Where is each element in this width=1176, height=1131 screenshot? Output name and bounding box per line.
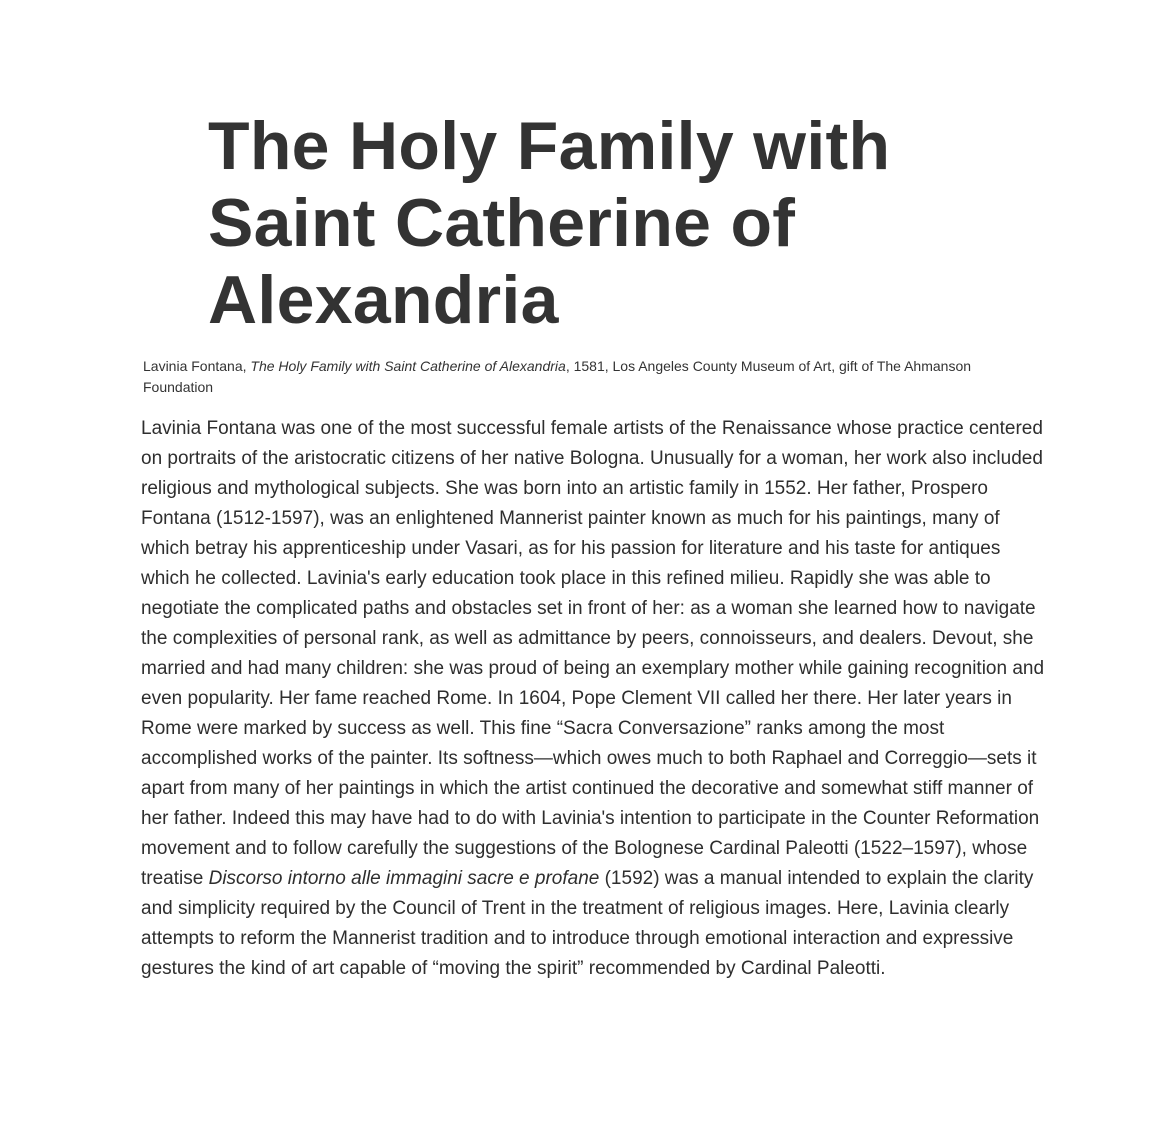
body-text-part-2: (1592) was a manual intended to explain the clarity and simplicity required by the Council of Trent in the treatment of religious images. Here, Lavinia clearly attempts to reform the Mannerist tradition and to introduce through emotional interaction and expressive gestures the kind of art capable of “moving the spirit” recommended by Cardinal Paleotti. xyxy=(141,868,1034,979)
article-body xyxy=(141,414,1047,984)
page-title: The Holy Family with Saint Catherine of Alexandria xyxy=(208,108,891,338)
caption-artist: Lavinia Fontana, xyxy=(143,358,251,374)
treatise-title: Discorso intorno alle immagini sacre e profane xyxy=(208,868,600,889)
caption-details: , 1581, Los Angeles County Museum of Art, gift of The Ahmanson Foundation xyxy=(143,358,972,395)
caption-work-title: The Holy Family with Saint Catherine of Alexandria xyxy=(250,358,566,374)
body-text-part-1: Lavinia Fontana was one of the most successful female artists of the Renaissance whose practice centered on portraits of the aristocratic citizens of her native Bologna. Unusually for a woman, her work also included religious and mythological subjects. She was born into an artistic family in 1552. Her father, Prospero Fontana (1512-1597), was an enlightened Mannerist painter known as much for his paintings, many of which betray his apprenticeship under Vasari, as for his passion for literature and his taste for antiques which he collected. Lavinia's early education took place in this refined milieu. Rapidly she was able to negotiate the complicated paths and obstacles set in front of her: as a woman she learned how to navigate the complexities of personal rank, as well as admittance by peers, connoisseurs, and dealers. Devout, she married and had many children: she was proud of being an exemplary mother while gaining recognition and even popularity. Her fame reached Rome. In 1604, Pope Clement VII called her there. Her later years in Rome were marked by success as well. This fine “Sacra Conversazione” ranks among the most accomplished works of the painter. Its softness—which owes much to both Raphael and Correggio—sets it apart from many of her paintings in which the artist continued the decorative and somewhat stiff manner of her father. Indeed this may have had to do with Lavinia's intention to participate in the Counter Reformation movement and to follow carefully the suggestions of the Bolognese Cardinal Paleotti (1522–1597), whose treatise xyxy=(141,418,1045,889)
image-caption xyxy=(143,356,1043,398)
